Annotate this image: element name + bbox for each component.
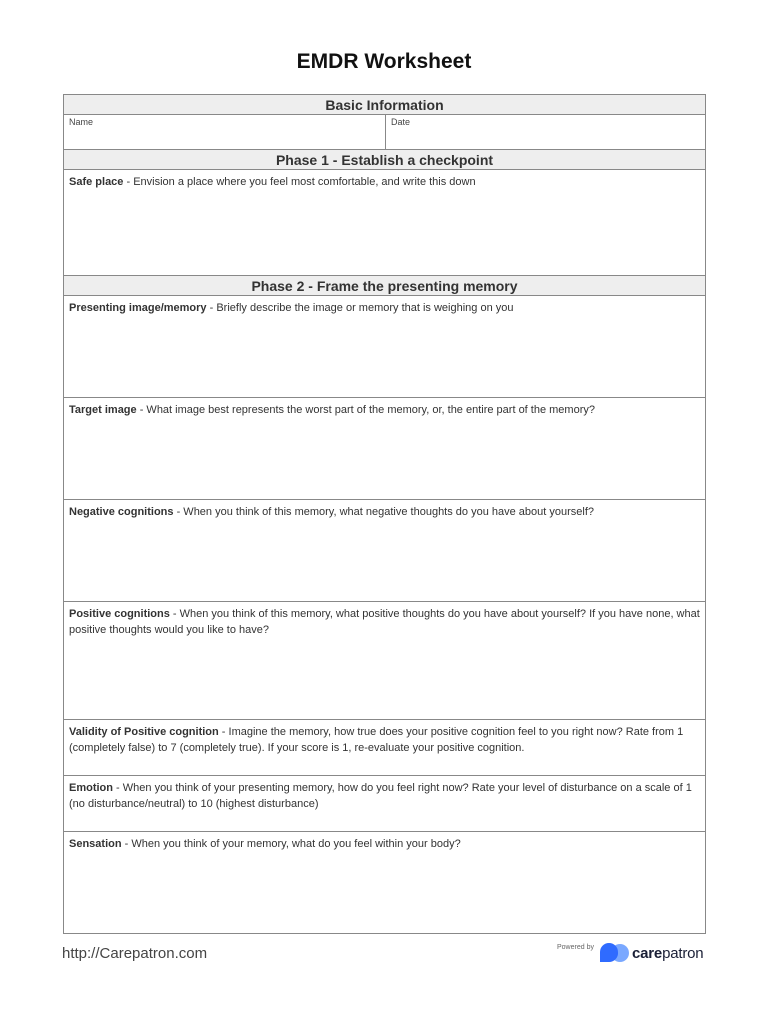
carepatron-link[interactable]: http://Carepatron.com (62, 945, 208, 962)
safe-place-field[interactable] (64, 170, 705, 276)
worksheet-table (63, 94, 706, 934)
sensation-prompt: - When you think of your memory, what do you feel within your body? (121, 838, 461, 850)
negative-cognitions-prompt: - When you think of this memory, what negative thoughts do you have about yourself? (173, 506, 595, 518)
emotion-field[interactable] (64, 776, 705, 832)
emotion-prompt: - When you think of your presenting memory, how do you feel right now? Rate your level of disturbance on a scale of 1 (no disturbance/neutral) to 10 (highest disturbance) (69, 782, 692, 810)
safe-place-prompt: - Envision a place where you feel most comfortable, and write this down (123, 176, 476, 188)
sensation-field[interactable] (64, 832, 705, 933)
validity-label: Validity of Positive cognition (69, 726, 219, 738)
positive-cognitions-prompt: - When you think of this memory, what positive thoughts do you have about yourself? If you have none, what positive thoughts would you like to have? (69, 608, 700, 636)
name-field[interactable] (64, 115, 386, 149)
powered-by-label: Powered by (557, 944, 594, 951)
target-image-field[interactable] (64, 398, 705, 500)
name-label: Name (69, 117, 94, 127)
basic-info-row (64, 115, 705, 150)
presenting-image-label: Presenting image/memory (69, 302, 207, 314)
phase2-header: Phase 2 - Frame the presenting memory (64, 276, 705, 296)
negative-cognitions-field[interactable] (64, 500, 705, 602)
positive-cognitions-label: Positive cognitions (69, 608, 170, 620)
sensation-label: Sensation (69, 838, 122, 850)
date-label: Date (391, 117, 411, 127)
phase1-header: Phase 1 - Establish a checkpoint (64, 150, 705, 170)
validity-prompt: - Imagine the memory, how true does your positive cognition feel to you right now? Rate from 1 (completely false) to 7 (completely true). If your score is 1, re-evaluate your positive cognition. (69, 726, 684, 754)
validity-field[interactable] (64, 720, 705, 776)
presenting-image-prompt: - Briefly describe the image or memory that is weighing on you (206, 302, 514, 314)
negative-cognitions-label: Negative cognitions (69, 506, 174, 518)
basic-info-header: Basic Information (64, 95, 705, 115)
carepatron-wordmark: carepatron (632, 944, 704, 962)
target-image-label: Target image (69, 404, 137, 416)
positive-cognitions-field[interactable] (64, 602, 705, 720)
presenting-image-field[interactable] (64, 296, 705, 398)
carepatron-logo (598, 941, 703, 965)
emotion-label: Emotion (69, 782, 113, 794)
carepatron-logo-icon (598, 942, 630, 964)
page-title: EMDR Worksheet (296, 50, 472, 73)
safe-place-label: Safe place (69, 176, 124, 188)
target-image-prompt: - What image best represents the worst part of the memory, or, the entire part of the memory? (136, 404, 595, 416)
date-field[interactable] (386, 115, 705, 149)
